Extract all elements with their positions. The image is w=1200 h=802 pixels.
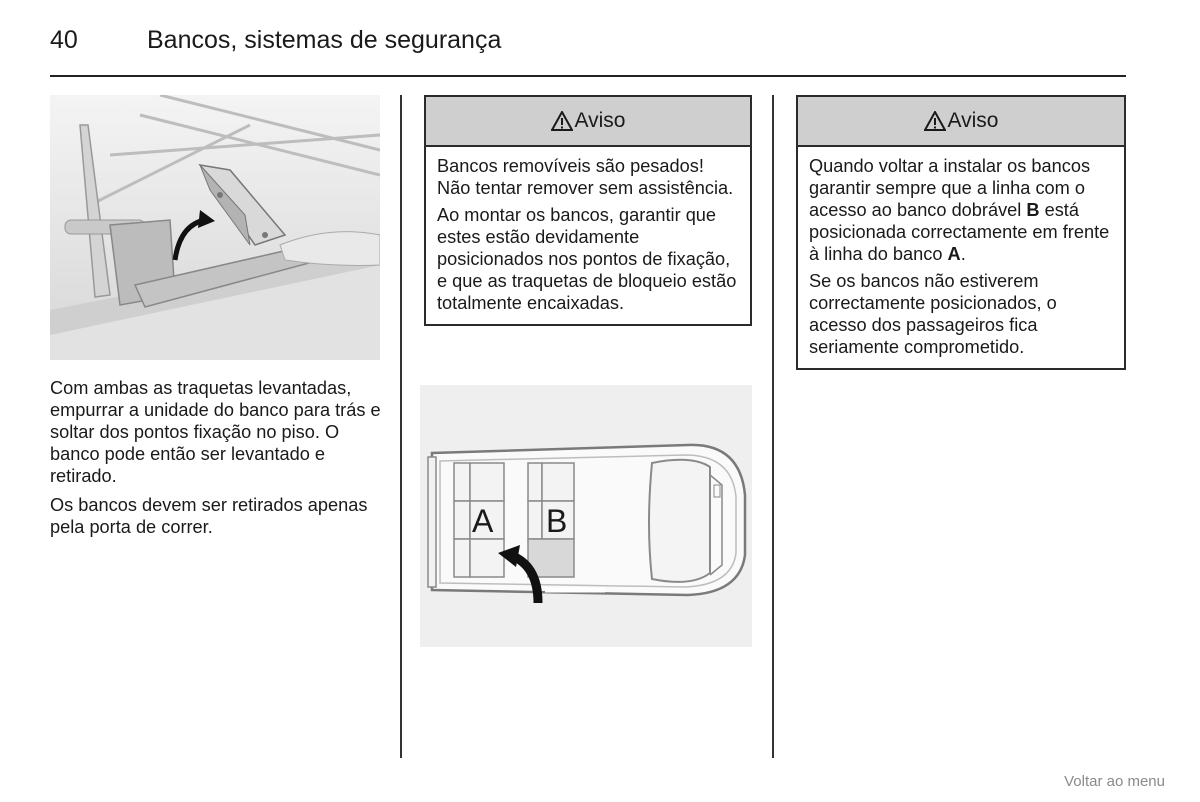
- warning-paragraph-1: [809, 155, 1112, 265]
- warning-triangle-icon: [924, 111, 946, 131]
- warning-title: Aviso: [574, 109, 626, 132]
- left-body-text: [50, 377, 385, 545]
- warning-box-middle: [424, 95, 752, 326]
- seat-label-a: A: [472, 503, 494, 539]
- instruction-paragraph-1: Com ambas as traquetas levantadas, empurrar a unidade do banco para trás e soltar dos pontos fixação no piso. O banco pode então ser levantado e retirado.: [50, 378, 381, 486]
- text-segment: Quando voltar a instalar os bancos garantir sempre que a linha com o acesso ao banco dobrável: [809, 156, 1091, 220]
- van-seat-diagram: [420, 385, 752, 647]
- warning-triangle-icon: [551, 111, 573, 131]
- warning-header: [798, 97, 1124, 147]
- warning-header: [426, 97, 750, 147]
- warning-paragraph-1: Bancos removíveis são pesados! Não tentar remover sem assistência.: [437, 156, 734, 198]
- warning-paragraph-2: Se os bancos não estiverem correctamente posicionados, o acesso dos passageiros fica seriamente comprometido.: [809, 271, 1057, 357]
- warning-box-right: [796, 95, 1126, 370]
- column-divider-left: [400, 95, 402, 758]
- seat-reference-b: B: [1026, 200, 1040, 220]
- back-to-menu-link[interactable]: Voltar ao menu: [1064, 773, 1165, 790]
- instruction-paragraph-2: Os bancos devem ser retirados apenas pela porta de correr.: [50, 495, 368, 537]
- seat-reference-a: A: [947, 244, 961, 264]
- seat-latch-illustration: [50, 95, 380, 360]
- page-number: 40: [50, 26, 78, 54]
- warning-paragraph-2: Ao montar os bancos, garantir que estes estão devidamente posicionados nos pontos de fixação, e que as traquetas de bloqueio estão totalmente encaixadas.: [437, 205, 737, 313]
- chapter-title: Bancos, sistemas de segurança: [147, 26, 502, 54]
- text-segment: .: [960, 244, 966, 264]
- warning-body: [798, 147, 1124, 368]
- text-segment: está posicionada correctamente em frente à linha do banco: [809, 200, 1110, 264]
- page-header: [50, 26, 1126, 76]
- header-divider: [50, 75, 1126, 77]
- warning-body: [426, 147, 750, 324]
- warning-title: Aviso: [947, 109, 999, 132]
- seat-label-b: B: [546, 503, 568, 539]
- column-divider-right: [772, 95, 774, 758]
